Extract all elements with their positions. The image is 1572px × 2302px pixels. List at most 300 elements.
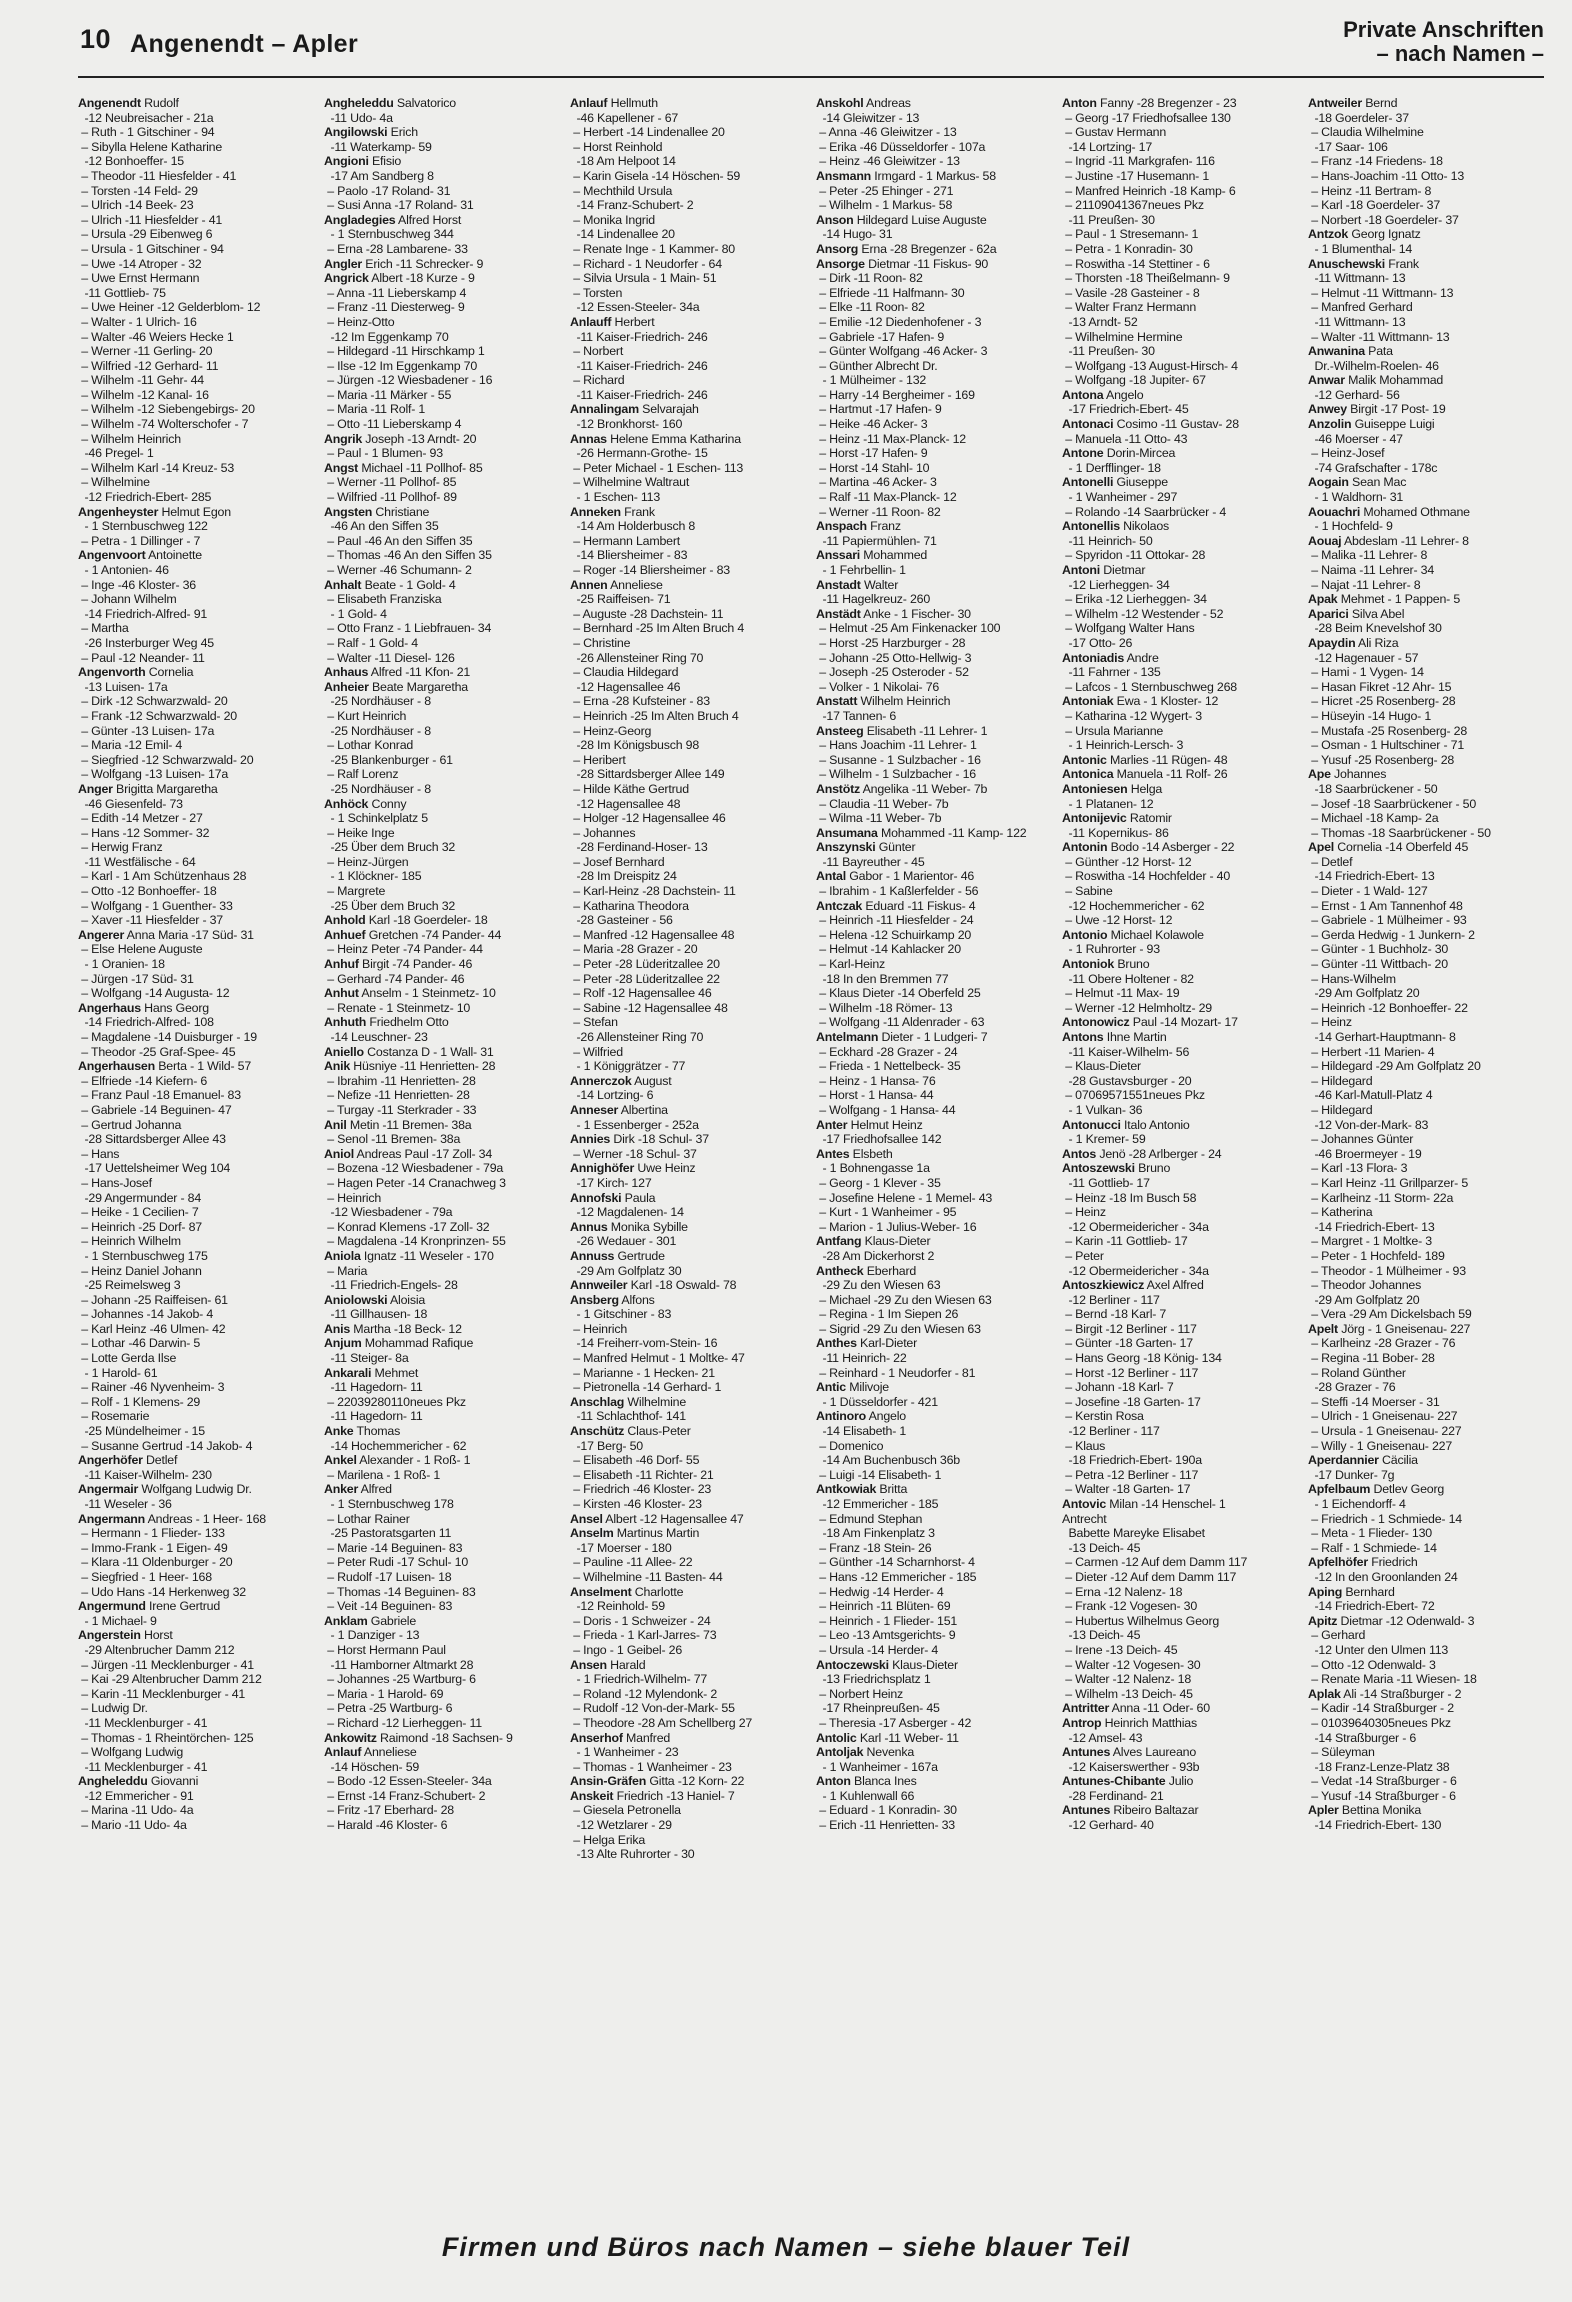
directory-entry-line: – Walter -18 Garten- 17: [1062, 1482, 1191, 1497]
directory-entry-line: – Roland Günther: [1308, 1365, 1406, 1380]
directory-entry-line: -14 Friedrich-Alfred- 91: [78, 606, 208, 621]
directory-entry-head: Annofski Paula: [570, 1190, 656, 1205]
directory-entry-line: – Günther Albrecht Dr.: [816, 358, 938, 373]
directory-entry-line: – Manfred -12 Hagensallee 48: [570, 927, 735, 942]
directory-entry-line: -25 Blankenburger - 61: [324, 752, 453, 767]
directory-entry-line: – Yusuf -14 Straßburger - 6: [1308, 1788, 1456, 1803]
directory-entry-line: - 1 Antonien- 46: [78, 563, 169, 577]
directory-entry-line: -12 Im Eggenkamp 70: [324, 329, 449, 344]
directory-entry-head: Anselment Charlotte: [570, 1584, 684, 1599]
entry-surname: Anjum: [324, 1336, 362, 1351]
directory-entry-head: Anwey Birgit -17 Post- 19: [1308, 402, 1446, 417]
entry-surname: Ansberg: [570, 1292, 619, 1307]
directory-entry-head: Antunes-Chibante Julio: [1062, 1774, 1194, 1789]
directory-entry-line: – Theodor -25 Graf-Spee- 45: [78, 1044, 236, 1059]
directory-entry-line: – Xaver -11 Hiesfelder - 37: [78, 913, 223, 928]
directory-entry-line: – Veit -14 Beguinen- 83: [324, 1599, 453, 1614]
directory-entry-line: -25 Nordhäuser - 8: [324, 723, 431, 738]
directory-entry-line: -12 Hagenauer - 57: [1308, 650, 1419, 665]
directory-entry-line: – Wolfgang -14 Augusta- 12: [78, 986, 230, 1001]
directory-entry-line: – Walter -11 Wittmann- 13: [1308, 329, 1450, 344]
directory-entry-line: – Wilhelm -13 Deich- 45: [1062, 1686, 1193, 1701]
directory-entry-line: – Heinz-Georg: [570, 723, 652, 738]
directory-entry-line: – Karlheinz -28 Grazer - 76: [1308, 1336, 1456, 1351]
directory-entry-line: – Vasile -28 Gasteiner - 8: [1062, 285, 1200, 300]
directory-entry-line: – Maria - 1 Harold- 69: [324, 1686, 444, 1701]
directory-entry-line: -12 Bronkhorst- 160: [570, 417, 683, 432]
directory-entry-head: Aouachri Mohamed Othmane: [1308, 504, 1470, 519]
directory-entry-line: – Wilhelm Heinrich: [78, 431, 181, 446]
directory-entry-line: – Roswitha -14 Hochfelder - 40: [1062, 869, 1231, 884]
directory-entry-line: – Wilhelmine Waltraut: [570, 475, 690, 490]
directory-entry-line: -17 Rheinpreußen- 45: [816, 1701, 940, 1716]
directory-entry-line: – Uwe -14 Atroper - 32: [78, 256, 202, 271]
directory-entry-line: – Klaus Dieter -14 Oberfeld 25: [816, 986, 981, 1001]
directory-entry-line: – Heinz: [1062, 1205, 1106, 1220]
entry-surname: Anhuef: [324, 927, 366, 942]
directory-entry-line: – Franz -14 Friedens- 18: [1308, 154, 1443, 169]
directory-entry-line: – Magdalena -14 Kronprinzen- 55: [324, 1234, 506, 1249]
directory-entry-line: – Holger -12 Hagensallee 46: [570, 811, 726, 826]
directory-entry-head: Anlauff Herbert: [570, 314, 655, 329]
directory-entry-line: – Karl - 1 Am Schützenhaus 28: [78, 869, 247, 884]
entry-surname: Anszynski: [816, 840, 876, 855]
entry-surname: Anton: [1062, 96, 1097, 110]
directory-entry-line: – Ursula -29 Eibenweg 6: [78, 227, 213, 242]
directory-entry-head: Antona Angelo: [1062, 387, 1144, 402]
page-name-range: Angenendt – Apler: [130, 30, 359, 58]
entry-surname: Angheleddu: [78, 1774, 148, 1789]
header-rule: [78, 76, 1544, 78]
directory-entry-line: -12 Berliner - 117: [1062, 1424, 1160, 1439]
directory-entry-line: - 1 Mülheimer - 132: [816, 373, 927, 388]
directory-entry-head: Aplak Ali -14 Straßburger - 2: [1308, 1686, 1462, 1701]
directory-entry-head: Annuss Gertrude: [570, 1248, 665, 1263]
directory-entry-line: - 1 Kremer- 59: [1062, 1132, 1146, 1147]
directory-entry-line: – Hans: [78, 1146, 120, 1161]
directory-entry-line: – Manuela -11 Otto- 43: [1062, 431, 1188, 446]
directory-entry-line: – Johannes -14 Jakob- 4: [78, 1307, 214, 1322]
directory-entry-line: – Gabriele -17 Hafen- 9: [816, 329, 945, 344]
directory-entry-line: – Helmut -11 Wittmann- 13: [1308, 285, 1454, 300]
entry-surname: Anuschewski: [1308, 256, 1385, 271]
directory-entry-line: -14 Freiherr-vom-Stein- 16: [570, 1336, 718, 1351]
entry-surname: Annus: [570, 1219, 608, 1234]
directory-entry-line: – Hami - 1 Vygen- 14: [1308, 665, 1424, 680]
directory-entry-line: – Magdalene -14 Duisburger - 19: [78, 1030, 257, 1044]
entry-surname: Annweiler: [570, 1278, 628, 1293]
directory-entry-line: – Susi Anna -17 Roland- 31: [324, 198, 474, 213]
directory-entry-line: -28 Sittardsberger Allee 149: [570, 767, 725, 782]
directory-entry-line: - 1 Harold- 61: [78, 1365, 158, 1380]
directory-entry-line: – Wilfried -11 Pollhof- 89: [324, 490, 457, 505]
entry-surname: Anhuth: [324, 1015, 367, 1030]
directory-entry-head: Anhut Anselm - 1 Steinmetz- 10: [324, 986, 496, 1001]
directory-entry-line: -14 Hugo- 31: [816, 227, 893, 242]
directory-entry-head: Angst Michael -11 Pollhof- 85: [324, 460, 483, 475]
directory-entry-line: – Meta - 1 Flieder- 130: [1308, 1526, 1432, 1541]
directory-entry-line: -12 Lierheggen- 34: [1062, 577, 1170, 592]
entry-surname: Antonelli: [1062, 475, 1114, 490]
directory-entry-line: - 1 Gold- 4: [324, 606, 387, 621]
directory-entry-line: – Ralf - 1 Gold- 4: [324, 635, 418, 650]
directory-entry-line: -11 Bayreuther - 45: [816, 854, 925, 869]
directory-entry-head: Anssari Mohammed: [816, 548, 928, 563]
directory-entry-line: – Ursula -14 Herder- 4: [816, 1642, 939, 1657]
directory-entry-line: – Paul - 1 Blumen- 93: [324, 446, 443, 461]
directory-entry-line: -29 Am Golfplatz 20: [1308, 1292, 1420, 1307]
footer-banner: Firmen und Büros nach Namen – siehe blauer Teil: [441, 2232, 1131, 2262]
directory-entry-line: -12 Obermeidericher - 34a: [1062, 1263, 1209, 1278]
directory-entry-line: -18 In den Bremmen 77: [816, 971, 949, 986]
directory-entry-head: Apfelhöfer Friedrich: [1308, 1555, 1418, 1570]
directory-entry-line: - 1 Derfflinger- 18: [1062, 460, 1161, 475]
directory-entry-head: Angerer Anna Maria -17 Süd- 31: [78, 927, 254, 942]
directory-entry-head: Antunes Alves Laureano: [1062, 1745, 1197, 1760]
directory-entry-line: – Heinrich: [324, 1190, 382, 1205]
directory-entry-line: – Katherina: [1308, 1205, 1373, 1220]
directory-entry-line: – Johannes Günter: [1308, 1132, 1414, 1147]
directory-entry-line: – Wilhelm - 1 Sulzbacher - 16: [816, 767, 976, 782]
directory-entry-line: – Hagen Peter -14 Cranachweg 3: [324, 1175, 506, 1190]
directory-entry-line: – Helena -12 Schuirkamp 20: [816, 927, 972, 942]
directory-entry-line: – Nefize -11 Henrietten- 28: [324, 1088, 470, 1103]
directory-entry-line: – Ruth - 1 Gitschiner - 94: [78, 125, 215, 140]
directory-entry-line: – Herwig Franz: [78, 840, 163, 855]
entry-surname: Ankarali: [324, 1365, 372, 1380]
directory-entry-line: – Johann -25 Raiffeisen- 61: [78, 1292, 228, 1307]
directory-entry-head: Ansel Albert -12 Hagensallee 47: [570, 1511, 744, 1526]
directory-entry-line: – Theodor -11 Hiesfelder - 41: [78, 168, 237, 183]
directory-entry-head: Anstötz Angelika -11 Weber- 7b: [816, 781, 988, 796]
entry-surname: Antes: [816, 1146, 850, 1161]
directory-entry-line: – Heinrich - 1 Flieder- 151: [816, 1613, 958, 1628]
directory-entry-line: – Josef -18 Saarbrückener - 50: [1308, 796, 1477, 811]
directory-entry-line: – Peter: [1062, 1248, 1104, 1263]
entry-surname: Ansorge: [816, 256, 865, 271]
directory-entry-line: – Walter - 1 Ulrich- 16: [78, 314, 197, 329]
directory-entry-line: – Heribert: [570, 752, 626, 767]
directory-entry-head: Anschütz Claus-Peter: [570, 1424, 691, 1439]
directory-entry-head: Annies Dirk -18 Schul- 37: [570, 1132, 709, 1147]
directory-entry-line: -12 Bonhoeffer- 15: [78, 154, 184, 169]
directory-entry-line: – Marie -14 Beguinen- 83: [324, 1540, 463, 1555]
entry-surname: Angenendt: [78, 96, 141, 110]
directory-entry-line: – Karin -11 Gottlieb- 17: [1062, 1234, 1188, 1249]
directory-entry-line: – Torsten -14 Feld- 29: [78, 183, 198, 198]
directory-entry-head: Aniolowski Aloisia: [324, 1292, 426, 1307]
directory-entry-line: – Herbert -14 Lindenallee 20: [570, 125, 725, 140]
directory-entry-head: Angheleddu Salvatorico: [324, 96, 456, 110]
entry-surname: Anserhof: [570, 1730, 623, 1745]
directory-entry-line: -28 Beim Knevelshof 30: [1308, 621, 1442, 636]
directory-entry-line: – Else Helene Auguste: [78, 942, 203, 957]
directory-entry-line: – Paul - 1 Stresemann- 1: [1062, 227, 1199, 242]
directory-entry-line: -14 Elisabeth- 1: [816, 1424, 907, 1439]
directory-entry-head: Angladegies Alfred Horst: [324, 212, 462, 227]
directory-entry-line: -28 Gustavsburger - 20: [1062, 1073, 1192, 1088]
directory-entry-head: Anwar Malik Mohammad: [1308, 373, 1444, 388]
directory-entry-line: – Kurt Heinrich: [324, 708, 407, 723]
directory-entry-line: -28 Gasteiner - 56: [570, 913, 673, 928]
directory-entry-line: - 1 Friedrich-Wilhelm- 77: [570, 1672, 708, 1687]
directory-entry-line: – Gertrud Johanna: [78, 1117, 182, 1132]
directory-entry-line: – Heinrich: [570, 1321, 628, 1336]
entry-surname: Annalingam: [570, 402, 639, 417]
directory-entry-head: Anneser Albertina: [570, 1102, 668, 1117]
directory-entry-head: Annalingam Selvarajah: [570, 402, 699, 417]
directory-entry-line: -26 Allensteiner Ring 70: [570, 1030, 704, 1044]
entry-surname: Antos: [1062, 1146, 1097, 1161]
directory-entry-line: – Roland -12 Mylendonk- 2: [570, 1686, 718, 1701]
entry-surname: Anhöck: [324, 796, 369, 811]
directory-entry-line: -13 Friedrichsplatz 1: [816, 1672, 931, 1687]
directory-entry-line: -29 Angermunder - 84: [78, 1190, 202, 1205]
directory-entry-line: – Otto Franz - 1 Liebfrauen- 34: [324, 621, 492, 636]
entry-surname: Antonin: [1062, 840, 1108, 855]
directory-entry-line: – Hans Georg -18 König- 134: [1062, 1351, 1222, 1366]
directory-entry-line: -26 Insterburger Weg 45: [78, 635, 214, 650]
directory-entry-line: – Thorsten -18 Theißelmann- 9: [1062, 271, 1230, 286]
entry-surname: Annas: [570, 431, 607, 446]
directory-entry-line: – Theodor - 1 Mülheimer - 93: [1308, 1263, 1466, 1278]
entry-surname: Angenvorth: [78, 665, 146, 680]
directory-entry-head: Anker Alfred: [324, 1482, 392, 1497]
directory-entry-line: -46 Giesenfeld- 73: [78, 796, 183, 811]
entry-surname: Antoniak: [1062, 694, 1114, 709]
entry-surname: Anneken: [570, 504, 621, 519]
directory-entry-line: -25 Pastoratsgarten 11: [324, 1526, 452, 1541]
directory-entry-line: – Martina -46 Acker- 3: [816, 475, 937, 490]
directory-entry-line: – Irene -13 Deich- 45: [1062, 1642, 1178, 1657]
directory-entry-line: – Hans Joachim -11 Lehrer- 1: [816, 738, 977, 753]
directory-entry-line: – Malika -11 Lehrer- 8: [1308, 548, 1428, 563]
directory-entry-line: – Spyridon -11 Ottokar- 28: [1062, 548, 1206, 563]
directory-entry-head: Antelmann Dieter - 1 Ludgeri- 7: [816, 1030, 988, 1044]
directory-entry-head: Anszynski Günter: [816, 840, 916, 855]
directory-entry-line: – Walter -12 Vogesen- 30: [1062, 1657, 1201, 1672]
directory-entry-line: – Georg - 1 Klever - 35: [816, 1175, 941, 1190]
directory-entry-line: – Heinz-Josef: [1308, 446, 1385, 461]
directory-entry-line: -28 Sittardsberger Allee 43: [78, 1132, 226, 1147]
directory-entry-line: -14 Lindenallee 20: [570, 227, 675, 242]
directory-entry-head: Aparici Silva Abel: [1308, 606, 1405, 621]
directory-entry-line: -12 Reinhold- 59: [570, 1599, 665, 1614]
directory-entry-head: Antoszewski Bruno: [1062, 1161, 1171, 1176]
directory-entry-line: - 1 Blumenthal- 14: [1308, 241, 1413, 256]
entry-surname: Anspach: [816, 519, 867, 534]
directory-entry-line: – Hasan Fikret -12 Ahr- 15: [1308, 679, 1452, 694]
directory-column-5: [1062, 96, 1298, 2226]
directory-entry-line: -26 Allensteiner Ring 70: [570, 650, 704, 665]
directory-entry-head: Antic Milivoje: [816, 1380, 889, 1395]
directory-entry-line: – Rainer -46 Nyvenheim- 3: [78, 1380, 225, 1395]
directory-entry-line: – Jürgen -12 Wiesbadener - 16: [324, 373, 493, 388]
directory-entry-head: Antoczewski Klaus-Dieter: [816, 1657, 958, 1672]
directory-entry-line: – Petra -12 Berliner - 117: [1062, 1467, 1199, 1482]
directory-entry-head: Antonin Bodo -14 Asberger - 22: [1062, 840, 1235, 855]
directory-entry-line: -11 Wittmann- 13: [1308, 314, 1406, 329]
directory-entry-line: -74 Grafschafter - 178c: [1308, 460, 1438, 475]
directory-entry-line: – Ilse -12 Im Eggenkamp 70: [324, 358, 478, 373]
directory-entry-line: – Norbert: [570, 344, 624, 359]
directory-entry-line: – Konrad Klemens -17 Zoll- 32: [324, 1219, 490, 1234]
directory-entry-line: – Georg -17 Friedhofsallee 130: [1062, 110, 1231, 125]
directory-entry-head: Aniola Ignatz -11 Weseler - 170: [324, 1248, 494, 1263]
directory-entry-line: – Anna -11 Lieberskamp 4: [324, 285, 467, 300]
entry-surname: Annofski: [570, 1190, 622, 1205]
directory-entry-line: – Christine: [570, 635, 631, 650]
directory-entry-line: – Claudia -11 Weber- 7b: [816, 796, 949, 811]
directory-entry-line: - 1 Sternbuschweg 122: [78, 519, 208, 534]
entry-surname: Antoni: [1062, 563, 1101, 577]
directory-entry-line: -11 Hagelkreuz- 260: [816, 592, 931, 607]
directory-entry-head: Antonic Marlies -11 Rügen- 48: [1062, 752, 1228, 767]
directory-entry-line: – Claudia Hildegard: [570, 665, 679, 680]
entry-surname: Antonijevic: [1062, 811, 1127, 826]
directory-entry-line: -14 Lortzing- 17: [1062, 139, 1153, 154]
directory-entry-head: Angilowski Erich: [324, 125, 418, 140]
directory-entry-head: Angenvorth Cornelia: [78, 665, 194, 680]
directory-entry-head: Ansteeg Elisabeth -11 Lehrer- 1: [816, 723, 988, 738]
directory-entry-line: – Ursula - 1 Gneisenau- 227: [1308, 1424, 1462, 1439]
directory-entry-head: Anhuth Friedhelm Otto: [324, 1015, 449, 1030]
directory-entry-head: Anhuef Gretchen -74 Pander- 44: [324, 927, 502, 942]
directory-entry-line: – Wilhelmine: [78, 475, 150, 490]
directory-entry-head: Angermund Irene Gertrud: [78, 1599, 221, 1614]
entry-surname: Apfelbaum: [1308, 1482, 1371, 1497]
directory-entry-line: – Hildegard: [1308, 1073, 1373, 1088]
directory-entry-head: Aogain Sean Mac: [1308, 475, 1407, 490]
directory-entry-line: – Hüseyin -14 Hugo- 1: [1308, 708, 1432, 723]
directory-entry-line: -11 Udo- 4a: [324, 110, 393, 125]
directory-entry-line: -14 Bliersheimer - 83: [570, 548, 688, 563]
directory-entry-head: Angenheyster Helmut Egon: [78, 504, 231, 519]
entry-surname: Anhut: [324, 986, 359, 1001]
directory-entry-head: Antweiler Bernd: [1308, 96, 1398, 110]
directory-entry-line: – Wilma -11 Weber- 7b: [816, 811, 942, 826]
directory-entry-line: - 1 Schinkelplatz 5: [324, 811, 428, 826]
directory-entry-head: Ansen Harald: [570, 1657, 646, 1672]
directory-entry-head: Antrop Heinrich Matthias: [1062, 1715, 1197, 1730]
entry-surname: Anwey: [1308, 402, 1347, 417]
entry-surname: Aouachri: [1308, 504, 1361, 519]
directory-entry-line: -12 Essen-Steeler- 34a: [570, 300, 700, 315]
directory-entry-line: – Maria -28 Grazer - 20: [570, 942, 698, 957]
directory-entry-line: – Hans-Joachim -11 Otto- 13: [1308, 168, 1465, 183]
directory-entry-line: – Otto -12 Odenwald- 3: [1308, 1657, 1436, 1672]
directory-entry-head: Annighöfer Uwe Heinz: [570, 1161, 696, 1176]
directory-entry-head: Antoniesen Helga: [1062, 781, 1163, 796]
directory-entry-line: -13 Deich- 45: [1062, 1540, 1141, 1555]
directory-entry-line: -18 Am Finkenplatz 3: [816, 1526, 935, 1541]
entry-surname: Anlauf: [570, 96, 608, 110]
directory-entry-line: – Harald -46 Kloster- 6: [324, 1818, 448, 1833]
directory-entry-head: Anschlag Wilhelmine: [570, 1394, 687, 1409]
directory-entry-head: Antzok Georg Ignatz: [1308, 227, 1421, 242]
directory-entry-line: – Heinz -11 Max-Planck- 12: [816, 431, 967, 446]
directory-entry-line: – Elisabeth -11 Richter- 21: [570, 1467, 714, 1482]
directory-entry-line: – Wilhelm -12 Westender - 52: [1062, 606, 1224, 621]
directory-entry-line: – Luigi -14 Elisabeth- 1: [816, 1467, 942, 1482]
entry-surname: Anke: [324, 1424, 354, 1439]
directory-entry-head: Angerhausen Berta - 1 Wild- 57: [78, 1059, 252, 1074]
directory-entry-line: -29 Altenbrucher Damm 212: [78, 1642, 235, 1657]
directory-entry-line: – Renate - 1 Steinmetz- 10: [324, 1000, 471, 1015]
directory-entry-line: – Karl -18 Goerdeler- 37: [1308, 198, 1441, 213]
directory-entry-line: – Ralf Lorenz: [324, 767, 399, 782]
entry-surname: Angermann: [78, 1511, 146, 1526]
directory-entry-line: – Susanne - 1 Sulzbacher - 16: [816, 752, 981, 767]
directory-entry-line: – Klara -11 Oldenburger - 20: [78, 1555, 233, 1570]
directory-entry-line: - 1 Heinrich-Lersch- 3: [1062, 738, 1184, 753]
directory-entry-head: Anuschewski Frank: [1308, 256, 1419, 271]
directory-entry-line: – Erika -12 Lierheggen- 34: [1062, 592, 1207, 607]
entry-surname: Aperdannier: [1308, 1453, 1379, 1468]
directory-entry-line: -11 Steiger- 8a: [324, 1351, 409, 1366]
directory-entry-line: – Gabriele - 1 Mülheimer - 93: [1308, 913, 1467, 928]
directory-entry-head: Ansumana Mohammed -11 Kamp- 122: [816, 825, 1027, 840]
directory-entry-line: – Kirsten -46 Kloster- 23: [570, 1497, 702, 1511]
directory-entry-line: – Heinz -11 Bertram- 8: [1308, 183, 1432, 198]
directory-entry-line: – Lothar Konrad: [324, 738, 414, 753]
directory-entry-head: Ansorge Dietmar -11 Fiskus- 90: [816, 256, 989, 271]
entry-surname: Ansen: [570, 1657, 607, 1672]
directory-entry-line: – Hedwig -14 Herder- 4: [816, 1584, 944, 1599]
directory-entry-line: – Friedrich -46 Kloster- 23: [570, 1482, 712, 1497]
directory-entry-head: Antonowicz Paul -14 Mozart- 17: [1062, 1015, 1238, 1030]
entry-surname: Aplak: [1308, 1686, 1341, 1701]
directory-entry-head: Anhaus Alfred -11 Kfon- 21: [324, 665, 471, 680]
directory-column-3: [570, 96, 806, 2226]
entry-surname: Antzok: [1308, 227, 1349, 242]
directory-entry-line: -12 Von-der-Mark- 83: [1308, 1117, 1429, 1132]
directory-entry-line: – Joseph -25 Osteroder - 52: [816, 665, 969, 680]
directory-entry-line: -11 Heinrich- 50: [1062, 533, 1153, 548]
directory-entry-line: – Katharina -12 Wygert- 3: [1062, 708, 1203, 723]
page-header: [80, 14, 1544, 76]
directory-entry-line: -26 Wedauer - 301: [570, 1234, 677, 1249]
directory-entry-head: Antoszkiewicz Axel Alfred: [1062, 1278, 1204, 1293]
directory-entry-line: – Eduard - 1 Konradin- 30: [816, 1803, 957, 1818]
directory-entry-head: Antolic Karl -11 Weber- 11: [816, 1730, 959, 1745]
entry-surname: Angermund: [78, 1599, 146, 1614]
directory-entry-line: – Susanne Gertrud -14 Jakob- 4: [78, 1438, 253, 1453]
directory-entry-line: – Horst Reinhold: [570, 139, 663, 154]
directory-entry-line: – Norbert Heinz: [816, 1686, 904, 1701]
directory-entry-line: – Wolfgang -18 Jupiter- 67: [1062, 373, 1206, 388]
directory-entry-line: – Werner -18 Schul- 37: [570, 1146, 697, 1161]
directory-entry-line: -13 Arndt- 52: [1062, 314, 1138, 329]
directory-entry-head: Annen Anneliese: [570, 577, 663, 592]
directory-entry-line: – Erna -12 Nalenz- 18: [1062, 1584, 1183, 1599]
directory-entry-line: -11 Schlachthof- 141: [570, 1409, 686, 1424]
directory-entry-line: – Peter Rudi -17 Schul- 10: [324, 1555, 469, 1570]
entry-surname: Antoszkiewicz: [1062, 1278, 1145, 1293]
directory-entry-line: – Birgit -12 Berliner - 117: [1062, 1321, 1197, 1336]
entry-surname: Apaydin: [1308, 635, 1356, 650]
entry-surname: Anneser: [570, 1102, 619, 1117]
directory-entry-line: – Johann -25 Otto-Hellwig- 3: [816, 650, 972, 665]
directory-entry-line: -12 Hagensallee 48: [570, 796, 681, 811]
directory-entry-line: – Marion - 1 Julius-Weber- 16: [816, 1219, 977, 1234]
directory-entry-head: Anhöck Conny: [324, 796, 407, 811]
directory-entry-line: – Heinrich -11 Hiesfelder - 24: [816, 913, 974, 928]
directory-entry-line: – Hilde Käthe Gertrud: [570, 781, 689, 796]
directory-entry-line: – Klaus-Dieter: [1062, 1059, 1141, 1074]
directory-entry-head: Antos Jenö -28 Arlberger - 24: [1062, 1146, 1222, 1161]
directory-entry-line: – Heinz Peter -74 Pander- 44: [324, 942, 483, 957]
